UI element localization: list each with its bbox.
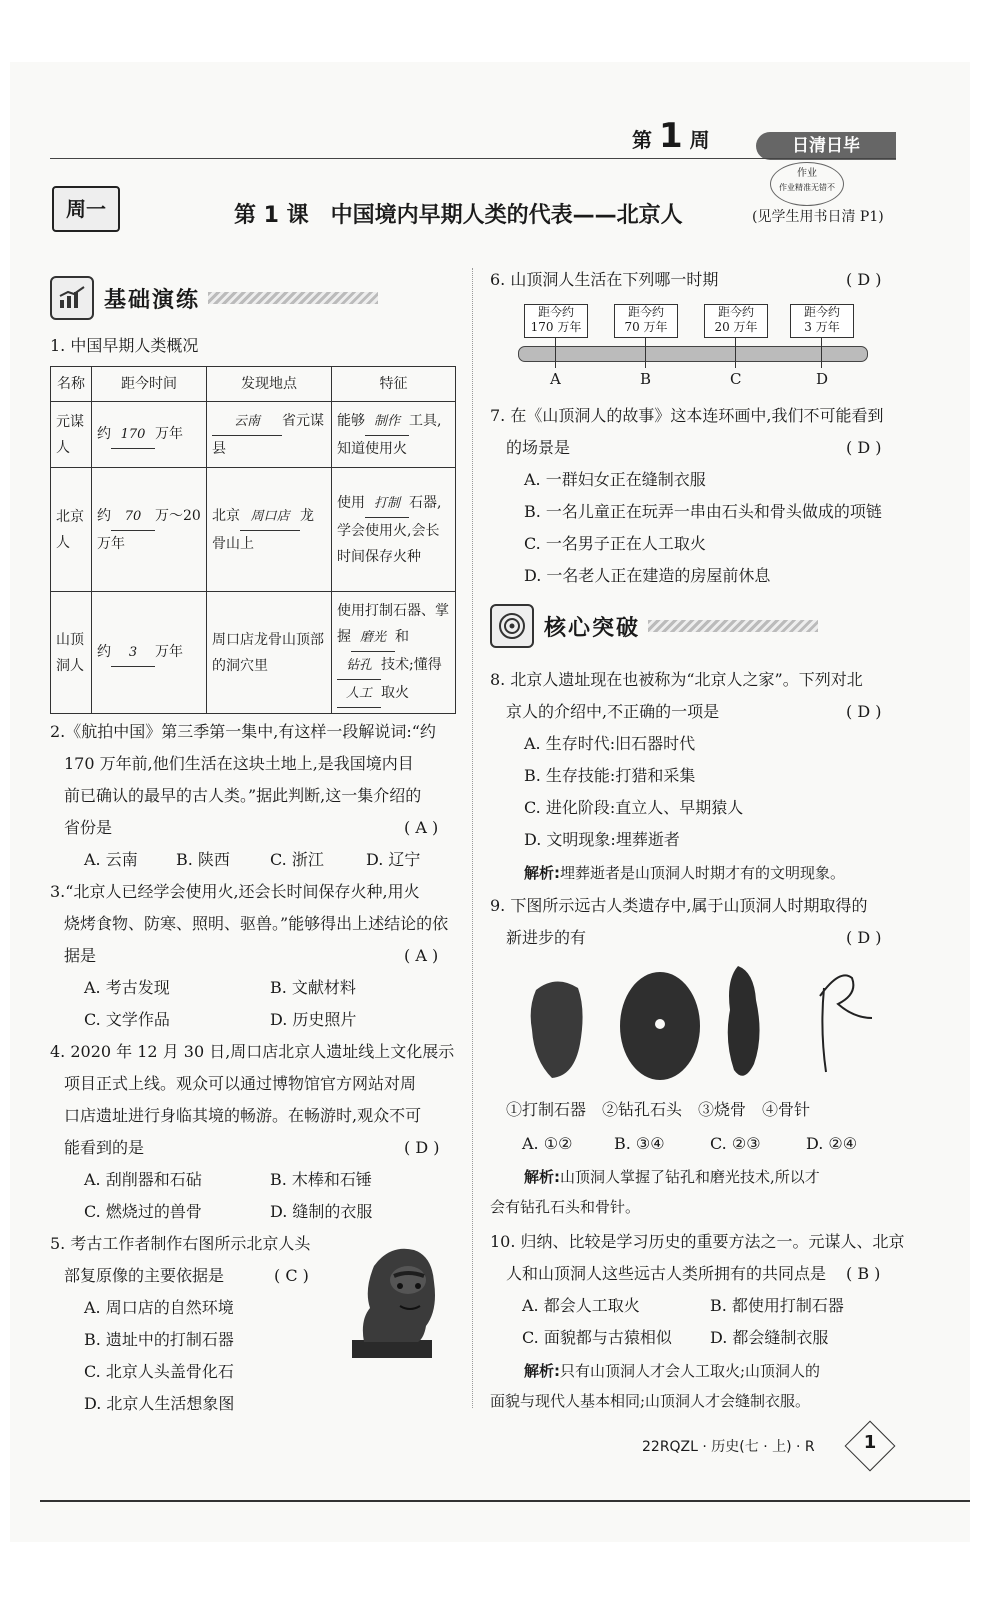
section-basic-bar (208, 292, 378, 304)
answer-blank: 70 (111, 504, 155, 531)
q10-option-c: C. 面貌都与古猿相似 (522, 1328, 672, 1347)
analysis-text: 埋葬逝者是山顶洞人时期才有的文明现象。 (560, 864, 846, 882)
row-place (207, 468, 332, 592)
answer-blank: 钻孔 (337, 653, 381, 680)
text: 万年 (155, 425, 183, 442)
text: 龙骨山上 (212, 507, 314, 552)
answer-blank: 磨光 (351, 625, 395, 652)
analysis-label: 解析: (524, 864, 560, 882)
q6-answer: ( D ) (846, 270, 882, 289)
early-humans-table (50, 366, 456, 714)
peking-man-bust-image (334, 1230, 450, 1360)
q9-option-d: D. ②④ (806, 1134, 858, 1153)
q10-option-d: D. 都会缝制衣服 (710, 1328, 829, 1347)
q3-option-d: D. 历史照片 (270, 1010, 357, 1029)
q10-analysis (524, 1356, 820, 1386)
box-line: 20 万年 (714, 320, 758, 334)
row-feature (332, 592, 456, 714)
q7-option-a: A. 一群妇女正在缝制衣服 (524, 470, 706, 489)
answer-blank: 人工 (337, 681, 381, 708)
text: 省元谋县 (212, 412, 324, 457)
text: 工具,知道使用火 (337, 412, 442, 457)
q3-line-1: 3.“北京人已经学会使用火,还会长时间保存火种,用火 (50, 882, 420, 901)
q10-option-a: A. 都会人工取火 (522, 1296, 640, 1315)
stamp-line-2: 作业精准无错不 (779, 183, 835, 192)
text: 石器,学会使用火,会长时间保存火种 (337, 494, 442, 565)
q7-option-d: D. 一名老人正在建造的房屋前休息 (524, 566, 771, 585)
section-core-title: 核心突破 (544, 615, 641, 641)
table-row (51, 402, 456, 468)
q9-answer: ( D ) (846, 928, 882, 947)
q8-option-c: C. 进化阶段:直立人、早期猿人 (524, 798, 744, 817)
section-basic (50, 276, 378, 320)
q5-option-a: A. 周口店的自然环境 (84, 1298, 234, 1317)
q4-option-a: A. 刮削器和石砧 (84, 1170, 202, 1189)
analysis-text: 山顶洞人掌握了钻孔和磨光技术,所以才 (560, 1168, 820, 1186)
analysis-label: 解析: (524, 1168, 560, 1186)
table-header: 距今时间 (92, 367, 207, 402)
chart-icon (50, 276, 94, 320)
text: 万～20万年 (97, 507, 201, 552)
timeline-tick (645, 338, 646, 368)
q2-line-4: 省份是 (64, 818, 113, 837)
q9-line-2: 新进步的有 (506, 928, 587, 947)
q2-option-c: C. 浙江 (270, 850, 324, 869)
table-header: 发现地点 (207, 367, 332, 402)
target-icon (490, 604, 534, 648)
week-number: 1 (658, 116, 683, 156)
q9-analysis-cont: 会有钻孔石头和骨针。 (490, 1198, 641, 1216)
q9-captions: ①打制石器 ②钻孔石头 ③烧骨 ④骨针 (506, 1100, 811, 1119)
row-feature (332, 402, 456, 468)
section-core-bar (648, 620, 818, 632)
row-time (92, 468, 207, 592)
q5-option-d: D. 北京人生活想象图 (84, 1394, 235, 1413)
box-line: 距今约 (803, 305, 840, 319)
timeline-tick (735, 338, 736, 368)
q9-option-a: A. ①② (522, 1134, 573, 1153)
q5-option-c: C. 北京人头盖骨化石 (84, 1362, 234, 1381)
timeline-label-a: A (550, 370, 561, 388)
q4-option-b: B. 木棒和石锤 (270, 1170, 372, 1189)
timeline-box-d (790, 304, 854, 338)
row-place: 周口店龙骨山顶部的洞穴里 (207, 592, 332, 714)
timeline-label-d: D (816, 370, 829, 388)
footer-rule (40, 1500, 970, 1502)
q5-answer: ( C ) (274, 1266, 309, 1285)
row-name: 山顶洞人 (51, 592, 92, 714)
box-line: 距今约 (537, 305, 574, 319)
q8-option-d: D. 文明现象:埋葬逝者 (524, 830, 680, 849)
text: 和 (395, 628, 409, 645)
q9-option-b: B. ③④ (614, 1134, 665, 1153)
badge-text: 日清日毕 (792, 136, 860, 156)
timeline-tick (821, 338, 822, 368)
text: 万年 (155, 643, 183, 660)
q7-line-2: 的场景是 (506, 438, 571, 457)
q6-stem: 6. 山顶洞人生活在下列哪一时期 (490, 270, 719, 289)
timeline-box-b (614, 304, 678, 338)
q5-option-b: B. 遗址中的打制石器 (84, 1330, 234, 1349)
section-core (490, 604, 818, 648)
q8-line-1: 8. 北京人遗址现在也被称为“北京人之家”。下列对北 (490, 670, 863, 689)
q8-option-b: B. 生存技能:打猎和采集 (524, 766, 696, 785)
table-header: 名称 (51, 367, 92, 402)
q8-option-a: A. 生存时代:旧石器时代 (524, 734, 696, 753)
footer-code: 22RQZL · 历史(七 · 上) · R (642, 1439, 815, 1455)
daily-badge (756, 132, 896, 160)
q2-line-3: 前已确认的最早的古人类。”据此判断,这一集介绍的 (64, 786, 422, 805)
q8-answer: ( D ) (846, 702, 882, 721)
q2-option-a: A. 云南 (84, 850, 138, 869)
section-basic-title: 基础演练 (104, 287, 201, 313)
week-suffix: 周 (689, 128, 710, 152)
timeline-label-c: C (730, 370, 742, 388)
header-rule (50, 158, 896, 159)
text: 使用打制石器、掌握 (337, 602, 449, 645)
answer-blank: 周口店 (240, 504, 300, 531)
q7-answer: ( D ) (846, 438, 882, 457)
q1-stem: 1. 中国早期人类概况 (50, 336, 199, 355)
box-line: 170 万年 (530, 320, 582, 334)
q4-line-1: 4. 2020 年 12 月 30 日,周口店北京人遗址线上文化展示 (50, 1042, 455, 1061)
analysis-text: 只有山顶洞人才会人工取火;山顶洞人的 (560, 1362, 821, 1380)
q7-option-b: B. 一名儿童正在玩弄一串由石头和骨头做成的项链 (524, 502, 882, 521)
timeline-box-c (704, 304, 768, 338)
q3-option-a: A. 考古发现 (84, 978, 170, 997)
stamp-line-1: 作业 (797, 168, 817, 179)
box-line: 距今约 (627, 305, 664, 319)
text: 约 (97, 643, 111, 660)
q8-analysis (524, 858, 845, 888)
answer-blank: 170 (111, 422, 155, 449)
text: 能够 (337, 412, 365, 429)
timeline-label-b: B (640, 370, 652, 388)
day-tab (52, 186, 120, 232)
q3-line-2: 烧烤食物、防寒、照明、驱兽。”能够得出上述结论的依 (64, 914, 449, 933)
q2-line-1: 2.《航拍中国》第三季第一集中,有这样一段解说词:“约 (50, 722, 436, 741)
q4-option-d: D. 缝制的衣服 (270, 1202, 373, 1221)
week-label (632, 116, 710, 156)
table-row (51, 592, 456, 714)
row-name: 元谋人 (51, 402, 92, 468)
text: 约 (97, 507, 111, 524)
week-prefix: 第 (632, 128, 652, 152)
text: 使用 (337, 494, 365, 511)
text: 北京 (212, 507, 240, 524)
bone-needle-image (820, 975, 872, 1072)
q3-option-c: C. 文学作品 (84, 1010, 170, 1029)
timeline-box-a (524, 304, 588, 338)
q2-option-d: D. 辽宁 (366, 850, 421, 869)
box-line: 距今约 (717, 305, 754, 319)
q7-line-1: 7. 在《山顶洞人的故事》这本连环画中,我们不可能看到 (490, 406, 884, 425)
answer-blank: 云南 (212, 409, 282, 436)
box-line: 3 万年 (804, 320, 840, 334)
q4-line-3: 口店遗址进行身临其境的畅游。在畅游时,观众不可 (64, 1106, 422, 1125)
q4-line-2: 项目正式上线。观众可以通过博物馆官方网站对周 (64, 1074, 417, 1093)
row-feature (332, 468, 456, 592)
q3-option-b: B. 文献材料 (270, 978, 356, 997)
q9-option-c: C. ②③ (710, 1134, 761, 1153)
lesson-reference: (见学生用书日清 P1) (752, 209, 884, 225)
q2-option-b: B. 陕西 (176, 850, 230, 869)
table-header: 特征 (332, 367, 456, 402)
analysis-label: 解析: (524, 1362, 560, 1380)
row-time (92, 402, 207, 468)
q10-answer: ( B ) (846, 1264, 881, 1283)
day-tab-label: 周一 (66, 197, 106, 221)
text: 取火 (381, 684, 409, 701)
q6-timeline-bar (518, 346, 868, 362)
text: 技术;懂得 (381, 656, 442, 673)
q9-analysis (524, 1162, 820, 1192)
q3-line-3: 据是 (64, 946, 97, 965)
timeline-tick (555, 338, 556, 368)
q9-line-1: 9. 下图所示远古人类遗存中,属于山顶洞人时期取得的 (490, 896, 868, 915)
q10-line-2: 人和山顶洞人这些远古人类所拥有的共同点是 (506, 1264, 827, 1283)
table-row (51, 468, 456, 592)
q2-answer: ( A ) (404, 818, 439, 837)
row-time (92, 592, 207, 714)
page-number-text: 1 (863, 1432, 877, 1453)
q10-option-b: B. 都使用打制石器 (710, 1296, 844, 1315)
q10-analysis-cont: 面貌与现代人基本相同;山顶洞人才会缝制衣服。 (490, 1392, 811, 1410)
row-place (207, 402, 332, 468)
q4-line-4: 能看到的是 (64, 1138, 145, 1157)
q2-line-2: 170 万年前,他们生活在这块土地上,是我国境内目 (64, 754, 414, 773)
q5-line-1: 5. 考古工作者制作右图所示北京人头 (50, 1234, 311, 1253)
lesson-title: 第 1 课 中国境内早期人类的代表——北京人 (234, 203, 683, 228)
q10-line-1: 10. 归纳、比较是学习历史的重要方法之一。元谋人、北京 (490, 1232, 905, 1251)
stamp (770, 162, 844, 206)
q4-option-c: C. 燃烧过的兽骨 (84, 1202, 202, 1221)
answer-blank: 打制 (365, 491, 409, 518)
burnt-bone-image (728, 966, 760, 1076)
q3-answer: ( A ) (404, 946, 439, 965)
box-line: 70 万年 (624, 320, 668, 334)
q7-option-c: C. 一名男子正在人工取火 (524, 534, 706, 553)
column-divider (472, 268, 473, 1408)
table-header-row (51, 367, 456, 402)
answer-blank: 制作 (365, 409, 409, 436)
q4-answer: ( D ) (404, 1138, 440, 1157)
q9-artifacts-image (520, 960, 880, 1090)
q8-line-2: 京人的介绍中,不正确的一项是 (506, 702, 720, 721)
q5-line-2: 部复原像的主要依据是 (64, 1266, 225, 1285)
row-name: 北京人 (51, 468, 92, 592)
text: 约 (97, 425, 111, 442)
answer-blank: 3 (111, 640, 155, 667)
chipped-stone-image (531, 981, 583, 1078)
